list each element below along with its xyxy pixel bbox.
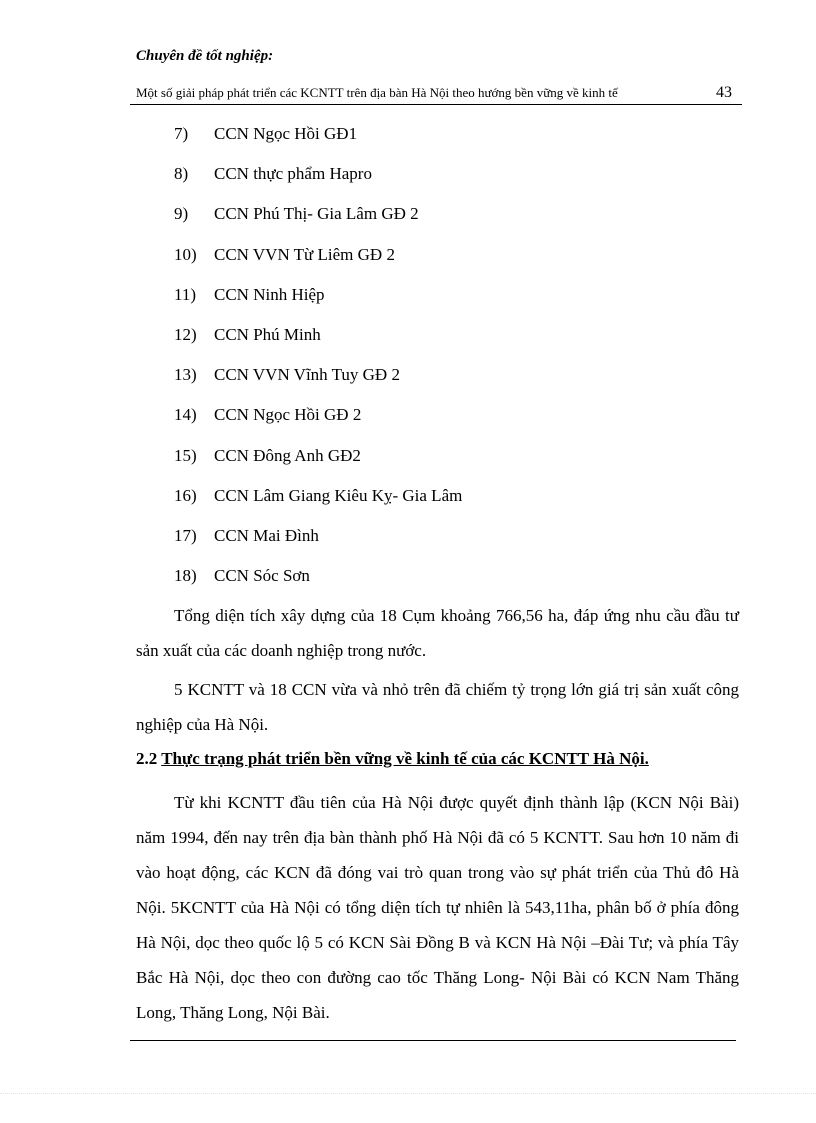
list-item-number: 9) — [174, 204, 189, 224]
header-divider — [130, 104, 742, 105]
list-item-text: CCN VVN Từ Liêm GĐ 2 — [214, 244, 395, 264]
footer-divider — [130, 1040, 736, 1041]
section-number: 2.2 — [136, 749, 158, 768]
list-item-text: CCN Ngọc Hồi GĐ1 — [214, 124, 358, 143]
list-item-number: 18) — [174, 566, 197, 586]
paragraph-industrial-share: 5 KCNTT và 18 CCN vừa và nhỏ trên đã chiếm tỷ trọng lớn giá trị sản xuất công nghiệp của Hà Nội. — [136, 680, 739, 734]
list-item — [174, 124, 462, 164]
list-item — [174, 285, 462, 325]
list-item-number: 17) — [174, 525, 197, 545]
paragraph-total-area: Tổng diện tích xây dựng của 18 Cụm khoảng 766,56 ha, đáp ứng nhu cầu đầu tư sản xuất của các doanh nghiệp trong nước. — [136, 606, 739, 660]
list-item-text: CCN Ninh Hiệp — [214, 284, 325, 304]
list-item — [174, 486, 462, 526]
list-item — [174, 526, 462, 566]
page-number: 43 — [716, 84, 732, 101]
list-item — [174, 446, 462, 486]
list-item — [174, 405, 462, 445]
list-item — [174, 325, 462, 365]
list-item-text: CCN Ngọc Hồi GĐ 2 — [214, 405, 362, 425]
list-item-number: 7) — [174, 124, 189, 143]
document-header-subtitle: Một số giải pháp phát triển các KCNTT trên địa bàn Hà Nội theo hướng bền vững về kinh tế — [136, 85, 618, 100]
list-item-text: CCN Phú Minh — [214, 324, 321, 344]
document-header-title: Chuyên đề tốt nghiệp: — [136, 48, 274, 64]
list-item-text: CCN Đông Anh GĐ2 — [214, 445, 361, 465]
list-item-number: 13) — [174, 365, 197, 385]
paragraph-kcntt-history: Từ khi KCNTT đầu tiên của Hà Nội được quyết định thành lập (KCN Nội Bài) năm 1994, đến nay trên địa bàn thành phố Hà Nội đã có 5 KCNTT. Sau hơn 10 năm đi vào hoạt động, các KCN đã đóng vai trò quan trong vào sự phát triển của Thủ đô Hà Nội. 5KCNTT của Hà Nội có tổng diện tích tự nhiên là 543,11ha, phân bố ở phía đông Hà Nội, dọc theo quốc lộ 5 có KCN Sài Đồng B và KCN Hà Nội –Đài Tư; và phía Tây Bắc Hà Nội, dọc theo con đường cao tốc Thăng Long- Nội Bài có KCN Nam Thăng Long, Thăng Long, Nội Bài. — [136, 793, 739, 1022]
list-item — [174, 204, 462, 244]
list-item-number: 11) — [174, 284, 197, 304]
list-item-number: 14) — [174, 405, 197, 425]
list-item-text: CCN Sóc Sơn — [214, 566, 310, 586]
section-heading — [136, 749, 649, 769]
list-item — [174, 245, 462, 285]
list-item-number: 12) — [174, 324, 197, 344]
page-bottom-border — [0, 1093, 816, 1094]
list-item-text: CCN Mai Đình — [214, 525, 319, 545]
list-item — [174, 164, 462, 204]
list-item-number: 8) — [174, 164, 189, 184]
section-title: Thực trạng phát triển bền vững về kinh tế của các KCNTT Hà Nội. — [161, 749, 649, 768]
list-item-text: CCN thực phẩm Hapro — [214, 164, 372, 184]
list-item-number: 10) — [174, 244, 197, 264]
list-item-text: CCN VVN Vĩnh Tuy GĐ 2 — [214, 365, 400, 385]
list-item-text: CCN Phú Thị- Gia Lâm GĐ 2 — [214, 204, 419, 224]
list-item-number: 16) — [174, 485, 197, 505]
list-item — [174, 365, 462, 405]
list-item-number: 15) — [174, 445, 197, 465]
list-item-text: CCN Lâm Giang Kiêu Kỵ- Gia Lâm — [214, 485, 463, 505]
industrial-cluster-list — [174, 124, 462, 606]
